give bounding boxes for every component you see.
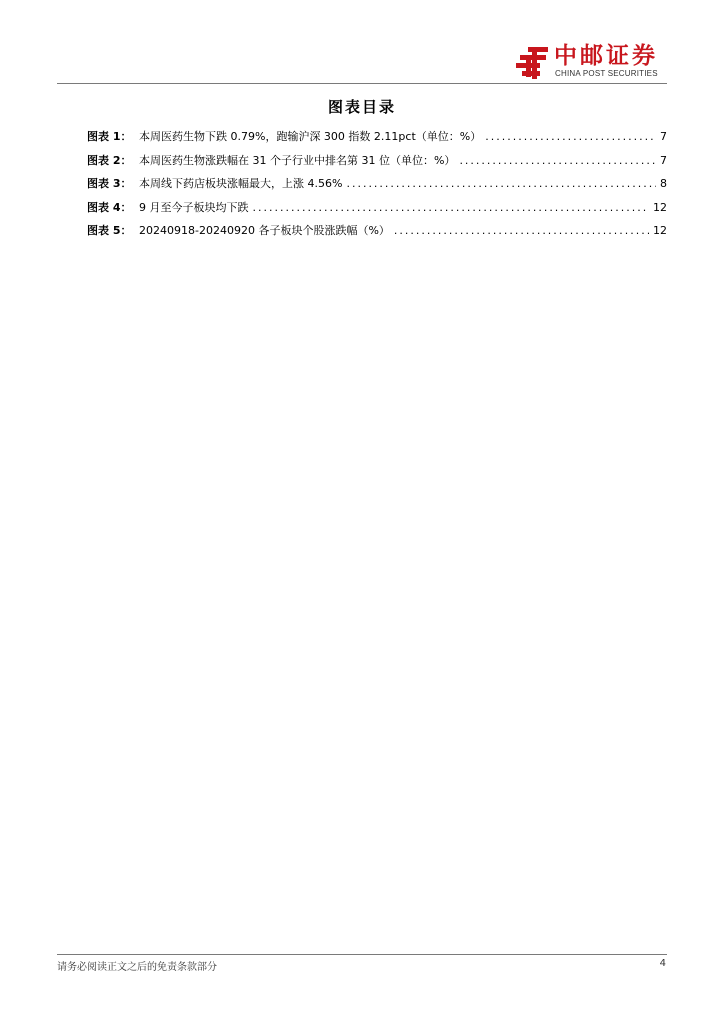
toc-dot-leader — [253, 201, 650, 214]
brand-logo — [514, 45, 674, 81]
toc-dot-leader — [485, 130, 656, 143]
footer-divider — [57, 954, 667, 955]
toc-entry-page: 12 — [653, 200, 667, 214]
toc-entry-text: 20240918-20240920 各子板块个股涨跌幅（%） — [139, 224, 390, 237]
disclaimer-note: 请务必阅读正文之后的免责条款部分 — [57, 962, 217, 973]
toc-entry[interactable] — [87, 199, 667, 223]
toc-dot-leader — [346, 177, 656, 190]
toc-dot-leader — [394, 224, 649, 237]
toc-title: 图表目录 — [327, 98, 396, 116]
toc-entry-label: 图表 2： — [87, 153, 132, 167]
toc-entry-text: 本周医药生物涨跌幅在 31 个子行业中排名第 31 位（单位：%） — [139, 153, 456, 167]
toc-list — [87, 128, 667, 246]
toc-entry-page: 7 — [660, 130, 667, 143]
page-number: 4 — [659, 958, 666, 969]
toc-entry[interactable] — [87, 175, 667, 199]
brand-name-en: CHINA POST SECURITIES — [555, 69, 658, 78]
toc-entry-text: 9 月至今子板块均下跌 — [139, 200, 249, 214]
brand-name-cn: 中邮证券 — [554, 43, 658, 69]
page-header — [0, 0, 724, 86]
toc-dot-leader — [459, 154, 656, 167]
toc-entry[interactable] — [87, 152, 667, 176]
toc-entry-label: 图表 5： — [87, 224, 132, 237]
toc-entry-text: 本周医药生物下跌 0.79%，跑输沪深 300 指数 2.11pct（单位：%） — [139, 130, 482, 143]
toc-entry[interactable] — [87, 128, 667, 152]
toc-entry-page: 12 — [653, 224, 667, 237]
header-divider — [57, 83, 667, 84]
toc-entry[interactable] — [87, 222, 667, 246]
china-post-logo-icon — [514, 45, 550, 81]
toc-entry-label: 图表 3： — [87, 177, 132, 190]
toc-entry-page: 7 — [660, 153, 667, 167]
toc-entry-text: 本周线下药店板块涨幅最大，上涨 4.56% — [139, 177, 343, 190]
toc-entry-page: 8 — [660, 177, 667, 190]
toc-entry-label: 图表 4： — [87, 200, 132, 214]
toc-entry-label: 图表 1： — [87, 130, 132, 143]
